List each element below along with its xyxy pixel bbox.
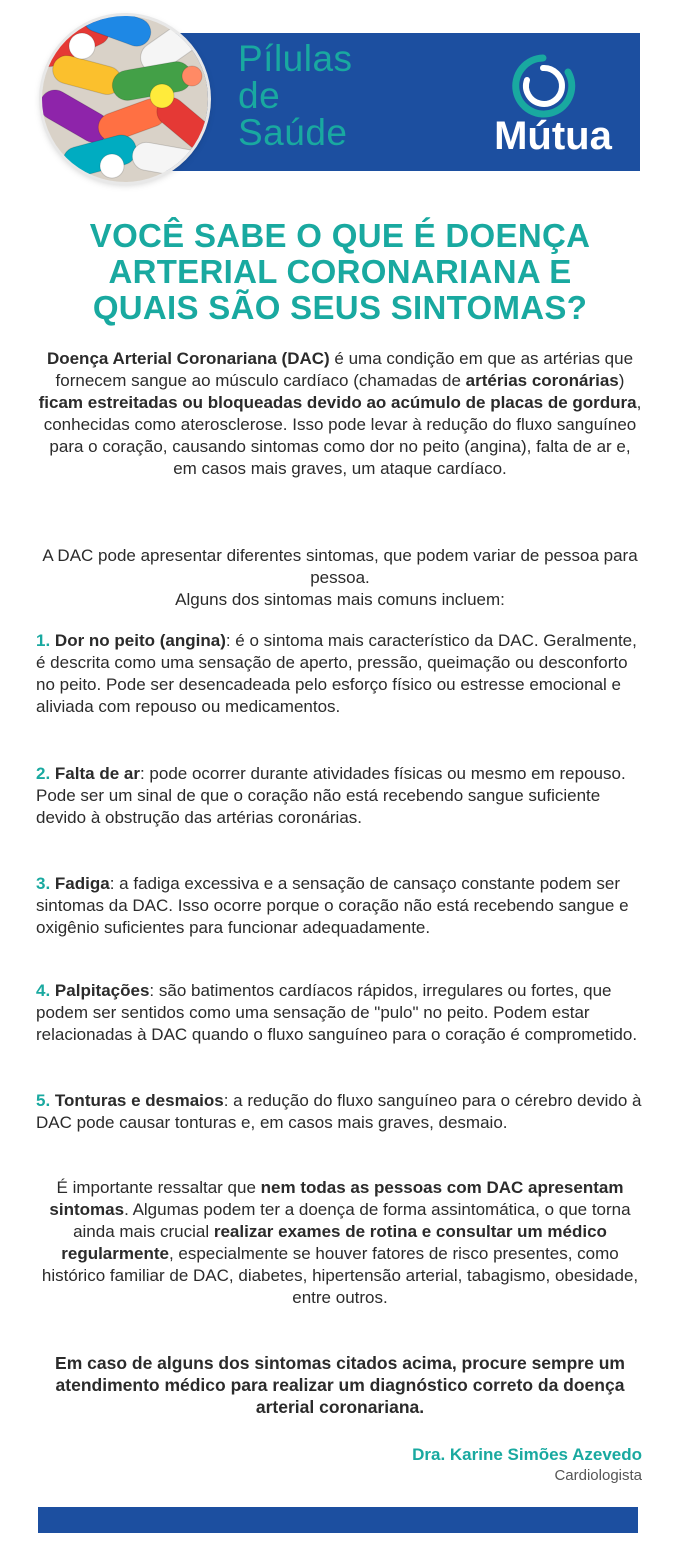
importance-text-2: . Algumas podem ter a doença de forma assintomática, o que torna ainda mais crucial — [73, 1200, 631, 1241]
brand-title-line: Pílulas — [238, 38, 353, 79]
symptom-title: Falta de ar — [54, 764, 140, 783]
symptom-title: Dor no peito (angina) — [54, 631, 226, 650]
intro-bold-1: Doença Arterial Coronariana (DAC) — [46, 349, 330, 368]
brand-title — [238, 40, 438, 151]
footer-banner — [38, 1507, 638, 1533]
brand-logo-text: Mútua — [494, 114, 612, 158]
symptom-text: : a redução do fluxo sanguíneo para o cérebro devido à DAC pode causar tonturas e, em casos mais graves, desmaio. — [36, 1091, 642, 1132]
symptom-text: : é o sintoma mais característico da DAC. Geralmente, é descrita como uma sensação de aperto, pressão, queimação ou desconforto no peito. Pode ser desencadeada pelo esforço físico ou estresse emocional e aliviada com repouso ou medicamentos. — [36, 631, 637, 716]
signature — [412, 1444, 642, 1486]
importance-bold-2: realizar exames de rotina e consultar um médico regularmente — [61, 1222, 607, 1263]
importance-paragraph — [36, 1177, 644, 1309]
symptom-number: 3. — [36, 874, 51, 893]
symptom-item — [36, 630, 644, 718]
author-role: Cardiologista — [554, 1467, 642, 1484]
symptoms-intro-line: A DAC pode apresentar diferentes sintomas, que podem variar de pessoa para pessoa. — [42, 546, 638, 587]
symptom-text: : são batimentos cardíacos rápidos, irregulares ou fortes, que podem ser sentidos como uma sensação de "pulo" no peito. Podem estar relacionadas à DAC quando o fluxo sanguíneo para o coração é comprometido. — [36, 981, 638, 1044]
symptom-number: 2. — [36, 764, 51, 783]
symptom-text: : a fadiga excessiva e a sensação de cansaço constante podem ser sintomas da DAC. Isso ocorre porque o coração não está recebendo sangue e oxigênio suficientes para funcionar adequadamente. — [36, 874, 629, 937]
title-line: VOCÊ SABE O QUE É DOENÇA — [89, 217, 591, 254]
closing-statement: Em caso de alguns dos sintomas citados acima, procure sempre um atendimento médico para realizar um diagnóstico correto da doença arterial coronariana. — [55, 1353, 625, 1417]
mutua-logo-icon — [508, 52, 578, 122]
symptom-number: 4. — [36, 981, 51, 1000]
author-name: Dra. Karine Simões Azevedo — [412, 1445, 642, 1464]
importance-bold-1: nem todas as pessoas com DAC apresentam sintomas — [49, 1178, 624, 1219]
brand-title-line: de — [238, 75, 281, 116]
importance-text-3: , especialmente se houver fatores de risco presentes, como histórico familiar de DAC, diabetes, hipertensão arterial, tabagismo, obesidade, entre outros. — [41, 1244, 639, 1307]
symptom-text: : pode ocorrer durante atividades físicas ou mesmo em repouso. Pode ser um sinal de que o coração não está recebendo sangue suficiente devido à obstrução das artérias coronárias. — [36, 764, 626, 827]
intro-bold-2: artérias coronárias — [465, 371, 619, 390]
page-title — [20, 218, 660, 326]
brand-title-line: Saúde — [238, 112, 348, 153]
symptom-number: 1. — [36, 631, 51, 650]
intro-bold-3: ficam estreitadas ou bloqueadas devido ao acúmulo de placas de gordura — [38, 393, 637, 412]
intro-text-3: , conhecidas como aterosclerose. Isso pode levar à redução do fluxo sanguíneo para o coração, causando sintomas como dor no peito (angina), falta de ar e, em casos mais graves, um ataque cardíaco. — [43, 393, 642, 478]
pills-photo — [42, 16, 208, 182]
pills-image-icon — [42, 16, 208, 182]
symptom-title: Fadiga — [54, 874, 110, 893]
importance-text-1: É importante ressaltar que — [56, 1178, 261, 1197]
symptom-item — [36, 873, 644, 939]
intro-text-1: é uma condição em que as artérias que fornecem sangue ao músculo cardíaco (chamadas de — [55, 349, 634, 390]
symptom-item — [36, 980, 644, 1046]
intro-text-2: ) — [618, 371, 625, 390]
symptom-item — [36, 1090, 644, 1134]
title-line: ARTERIAL CORONARIANA E — [108, 253, 572, 290]
symptom-title: Tonturas e desmaios — [54, 1091, 224, 1110]
intro-paragraph — [36, 348, 644, 480]
symptoms-intro — [36, 545, 644, 611]
symptom-title: Palpitações — [54, 981, 150, 1000]
symptom-item — [36, 763, 644, 829]
symptoms-intro-line: Alguns dos sintomas mais comuns incluem: — [175, 590, 505, 609]
title-line: QUAIS SÃO SEUS SINTOMAS? — [92, 289, 588, 326]
symptom-number: 5. — [36, 1091, 51, 1110]
